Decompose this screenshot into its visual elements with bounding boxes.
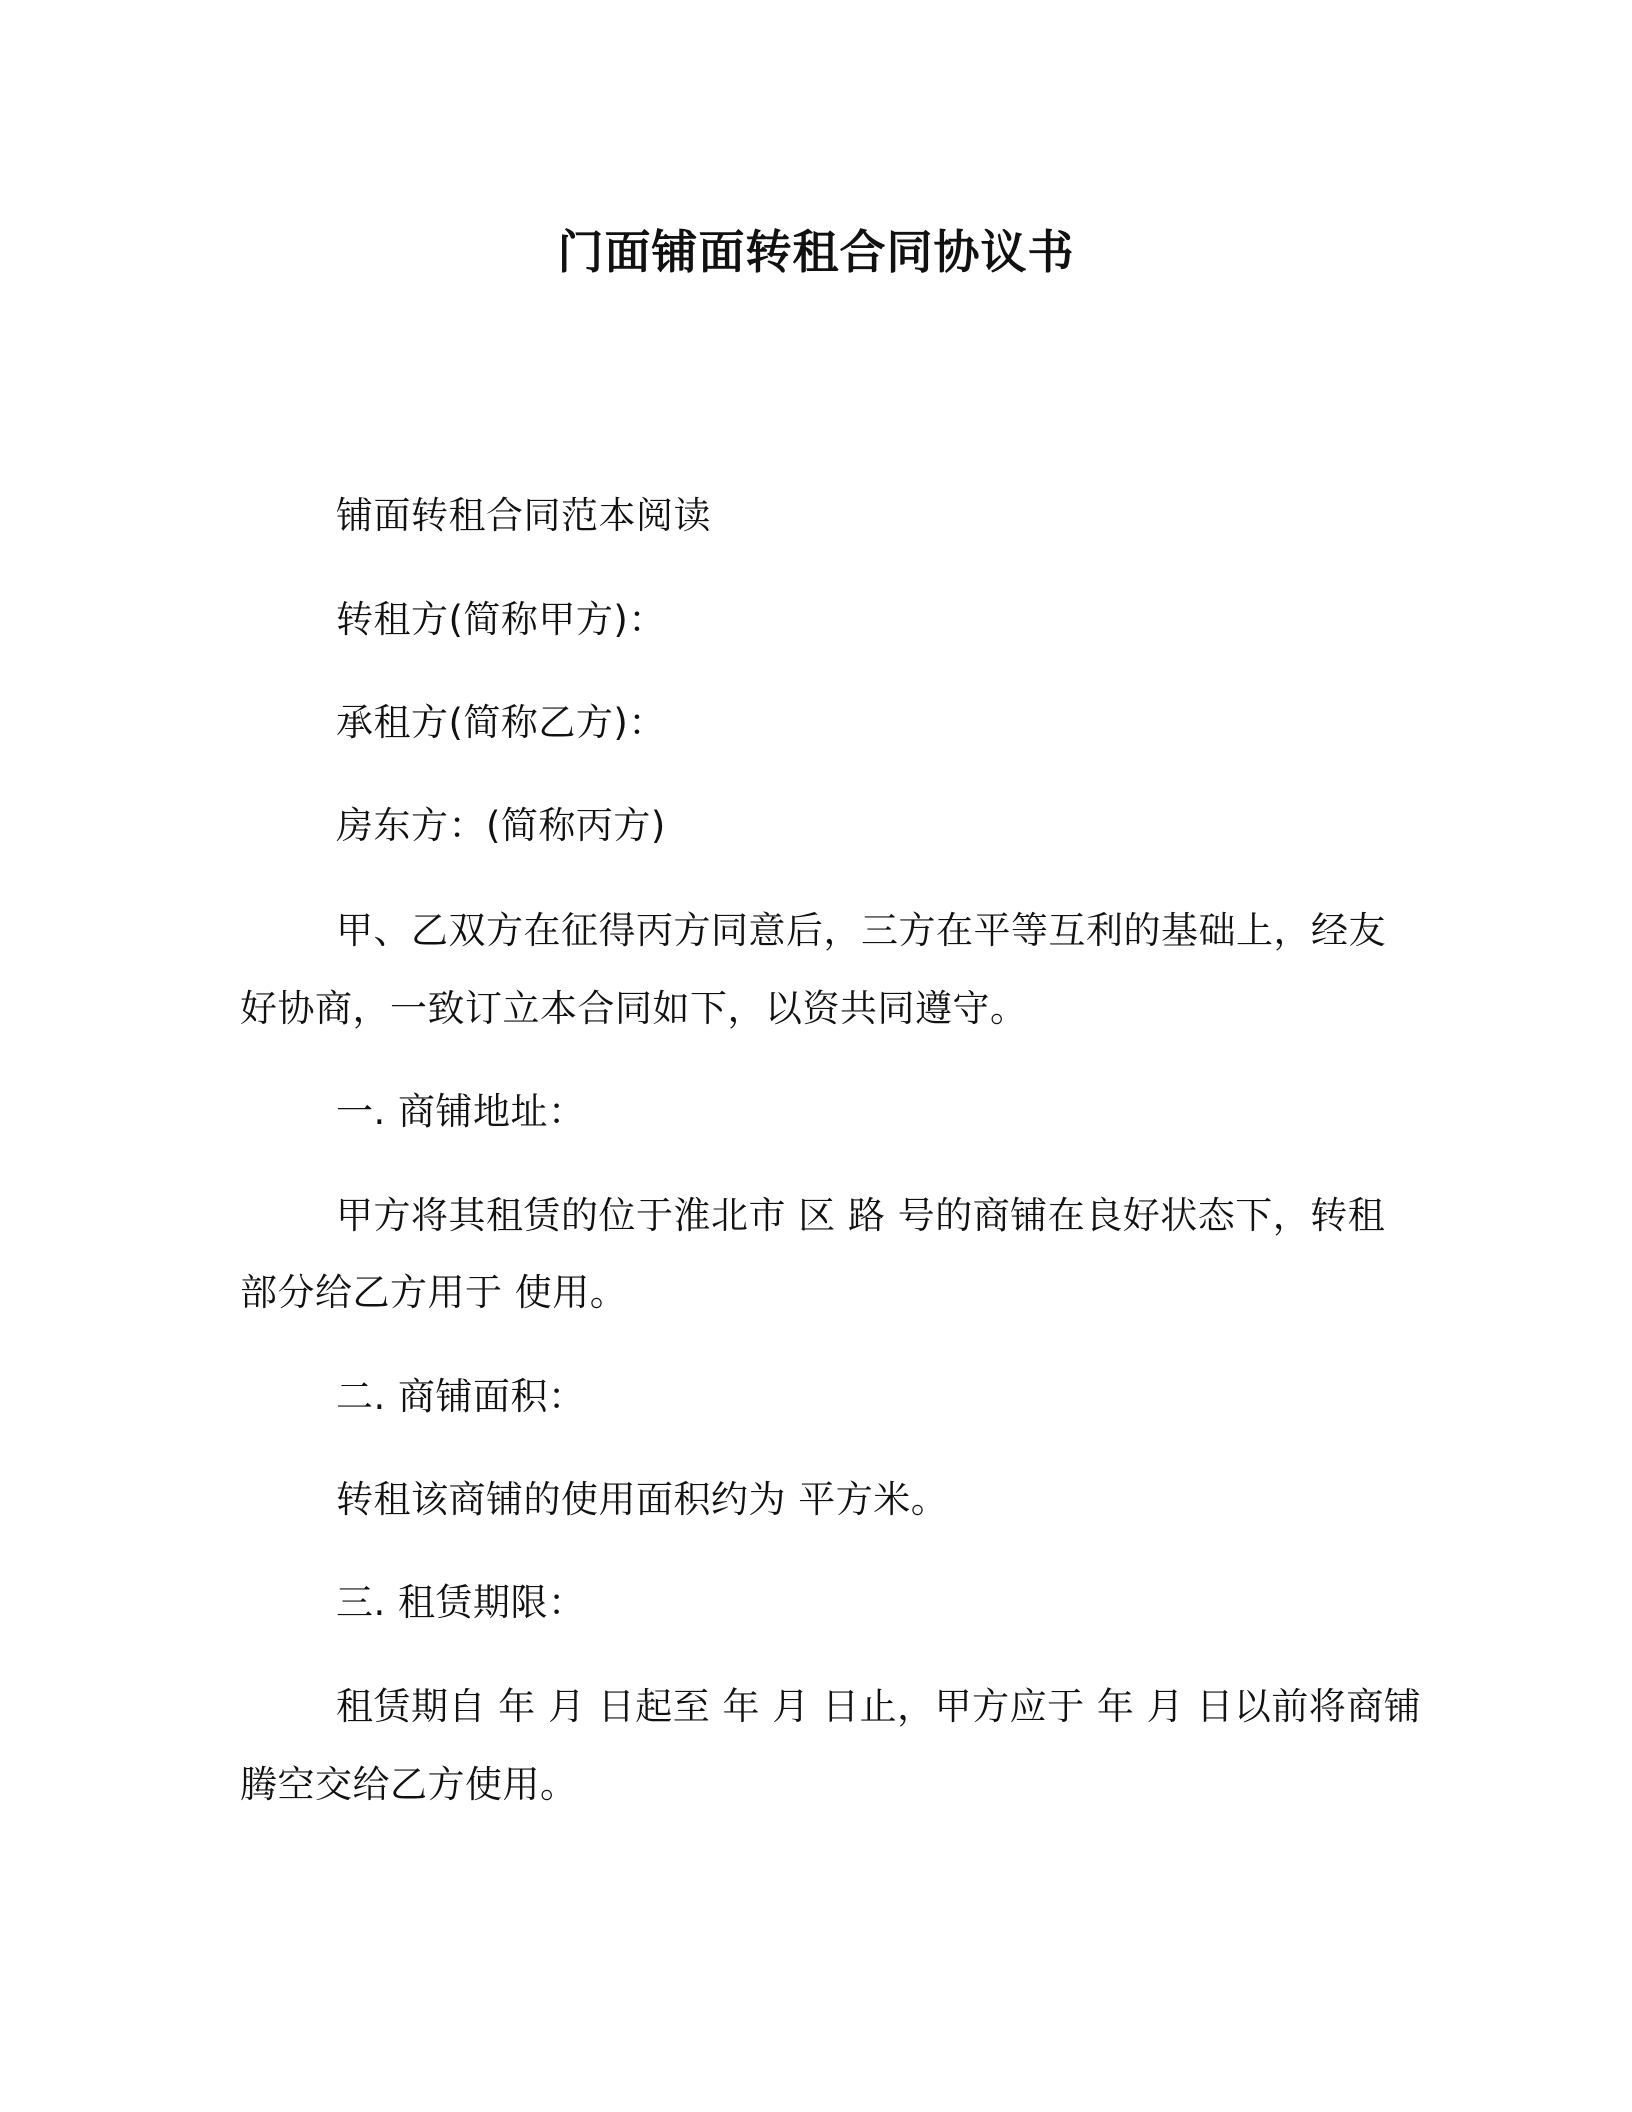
paragraph-line: 甲方将其租赁的位于淮北市 区 路 号的商铺在良好状态下，转租 bbox=[336, 1194, 1386, 1237]
subtitle: 铺面转租合同范本阅读 bbox=[336, 494, 711, 537]
paragraph-line: 转租该商铺的使用面积约为 平方米。 bbox=[336, 1478, 949, 1521]
paragraph-line: 腾空交给乙方使用。 bbox=[240, 1763, 578, 1806]
party-c-field: 房东方：(简称丙方) bbox=[336, 804, 666, 847]
party-b-field: 承租方(简称乙方)： bbox=[336, 701, 666, 744]
party-a-field: 转租方(简称甲方)： bbox=[336, 598, 666, 641]
paragraph-line: 租赁期自 年 月 日起至 年 月 日止，甲方应于 年 月 日以前将商铺 bbox=[336, 1685, 1422, 1728]
paragraph-line: 部分给乙方用于 使用。 bbox=[240, 1271, 628, 1314]
paragraph-line: 甲、乙双方在征得丙方同意后，三方在平等互利的基础上，经友 bbox=[336, 909, 1386, 952]
document-title: 门面铺面转租合同协议书 bbox=[557, 225, 1075, 279]
paragraph-line: 好协商，一致订立本合同如下，以资共同遵守。 bbox=[240, 987, 1028, 1030]
section-heading: 三. 租赁期限： bbox=[336, 1581, 586, 1624]
section-heading: 二. 商铺面积： bbox=[336, 1375, 586, 1418]
section-heading: 一. 商铺地址： bbox=[336, 1090, 586, 1133]
